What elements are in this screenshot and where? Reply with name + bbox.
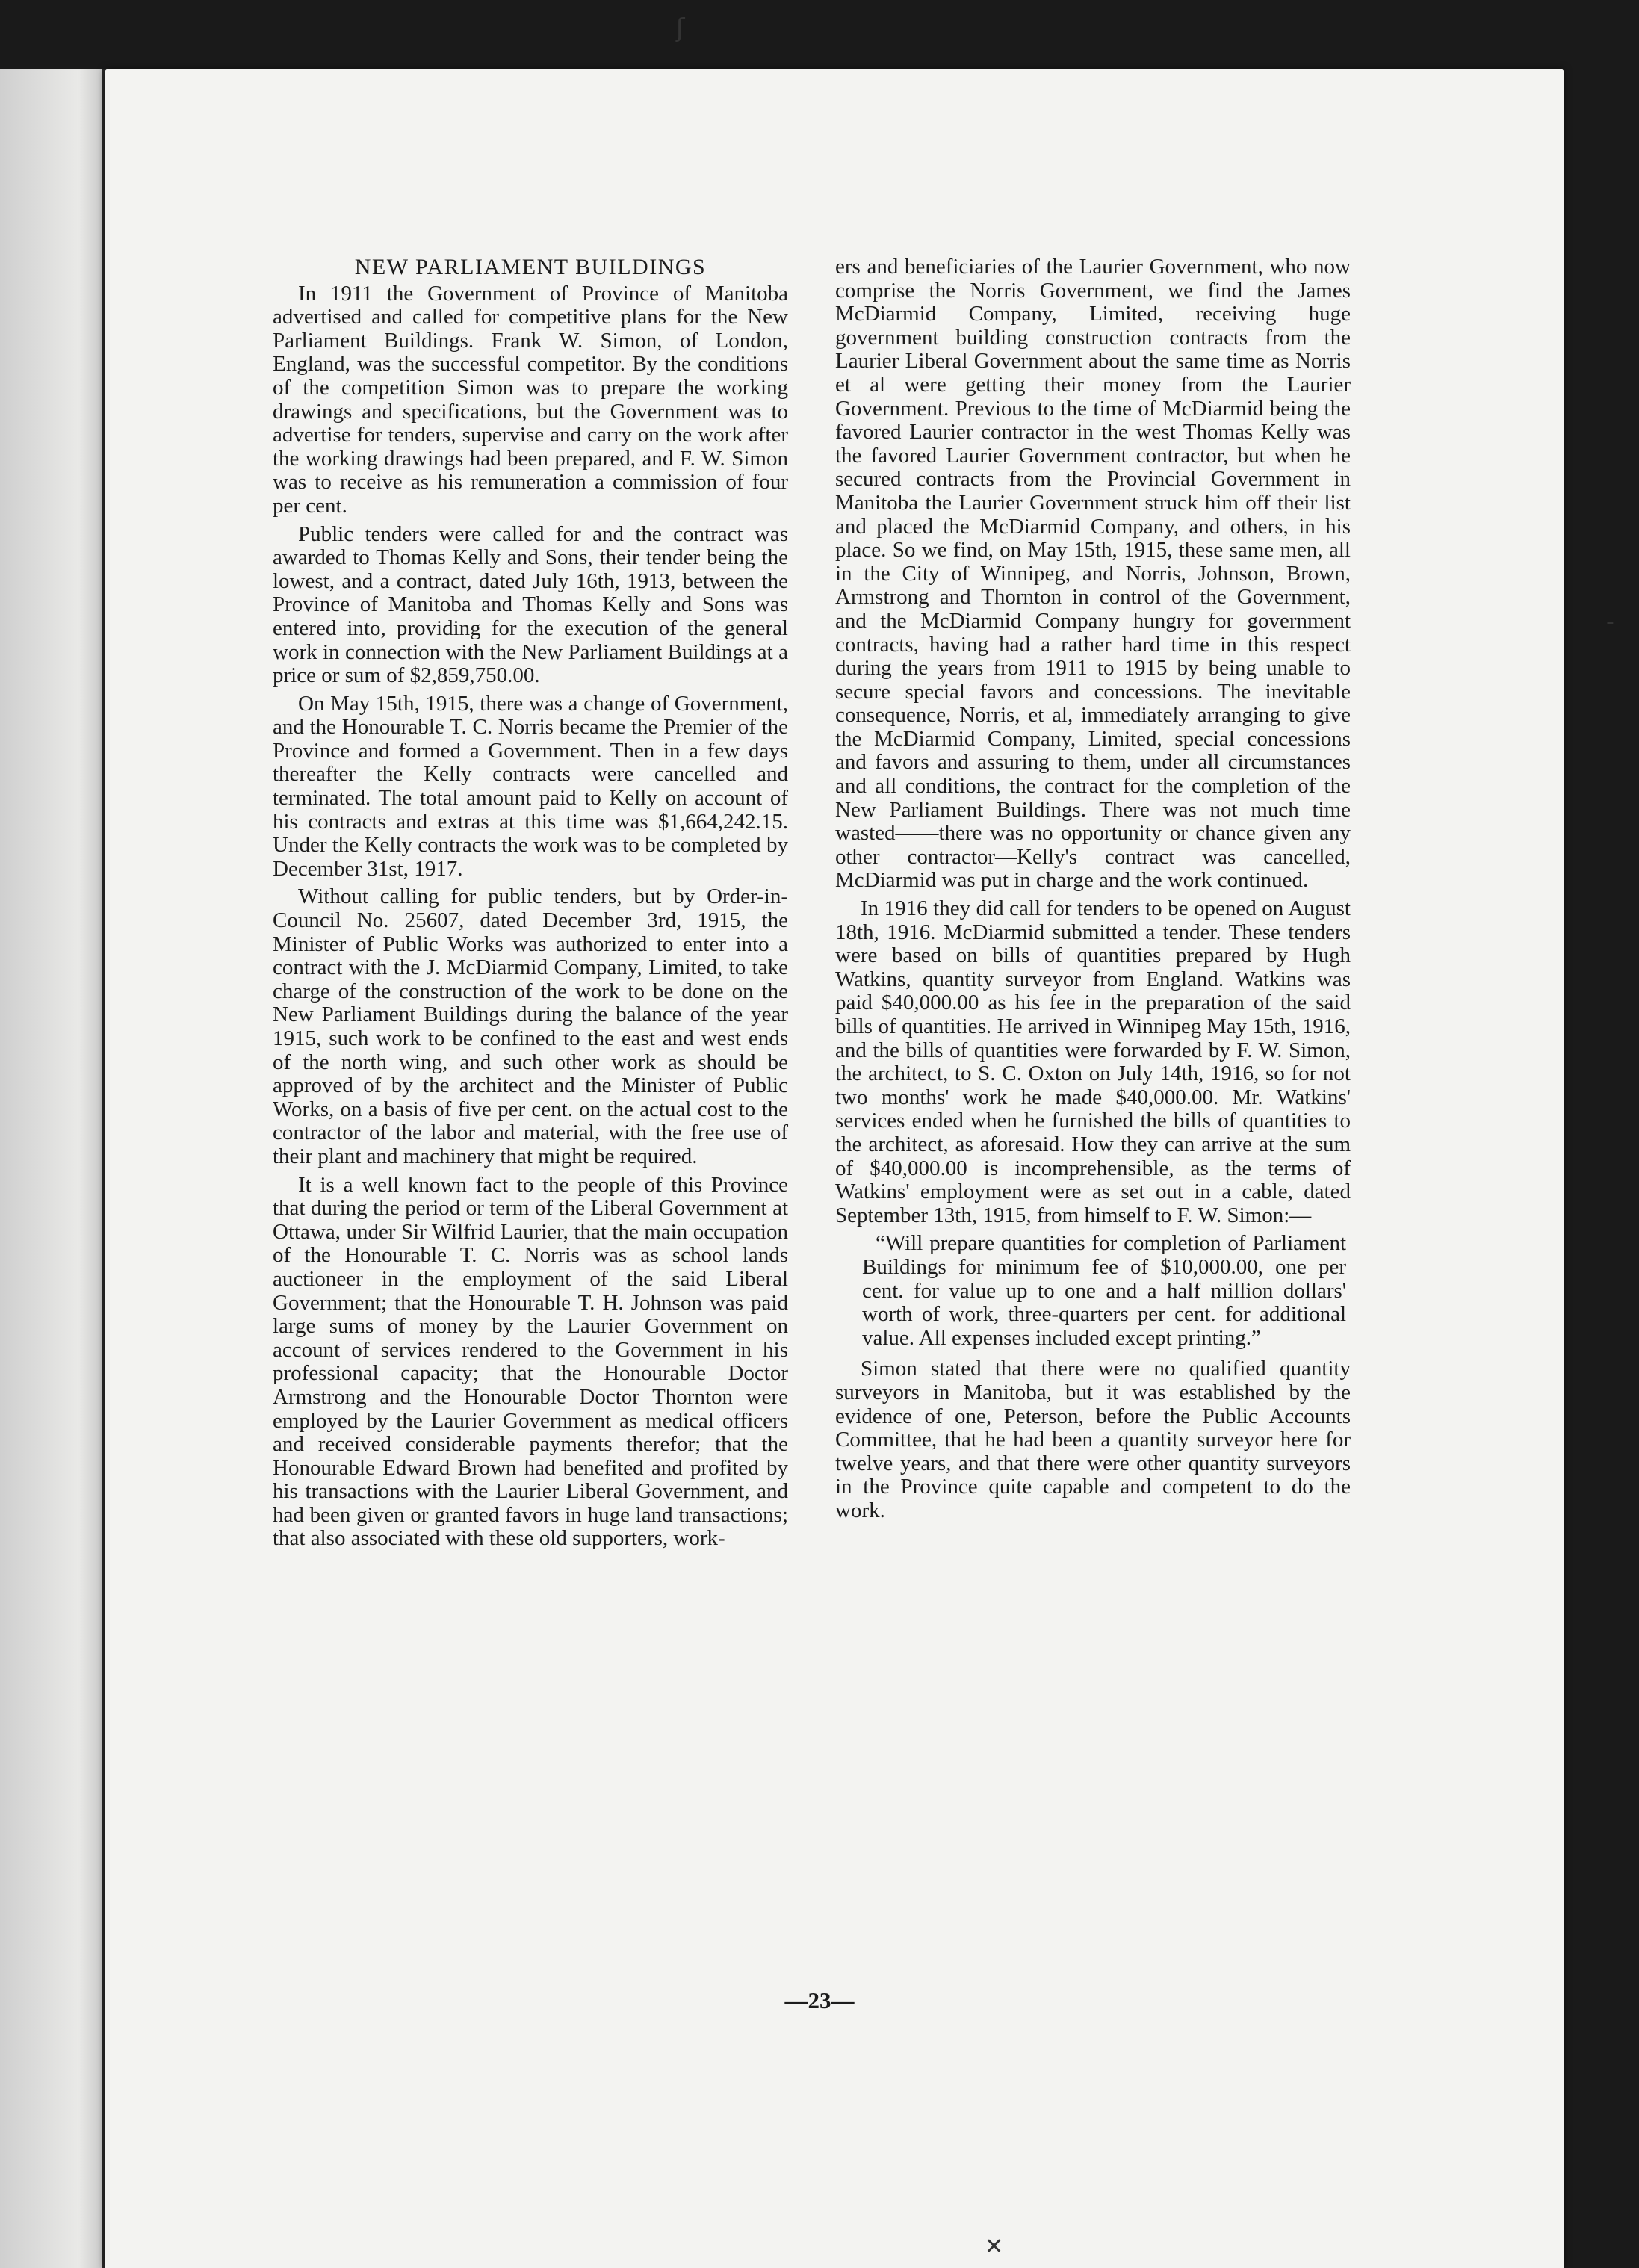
paragraph: Without calling for public tenders, but by Order-in-Council No. 25607, dated December 3rd, 1915, the Minister of Public Works was authorized to enter into a contract with the J. McDiarmid Company, Limited, to take charge of the construction of the work to be done on the New Parliament Buildings during the balance of the year 1915, such work to be confined to the east and west ends of the north wing, and such other work as should be approved of by the architect and the Minister of Public Works, on a basis of five per cent. on the actual cost to the contractor of the labor and material, with the free use of their plant and machinery that might be required. (273, 884, 788, 1168)
scan-artifact-mark: ʃ (676, 13, 685, 43)
previous-page-edge (0, 69, 112, 2268)
quote-text: “Will prepare quantities for completion of Parliament Buildings for minimum fee of $10,000.00, one per cent. for value up to one and a half million dollars' worth of work, three-quarters per cent. for additional value. All expenses included except printing.” (862, 1231, 1346, 1350)
page-number: —23— (784, 1987, 855, 2013)
paragraph: It is a well known fact to the people of this Province that during the period or term of the Liberal Government at Ottawa, under Sir Wilfrid Laurier, that the main occupation of the Honourable T. C. Norris was as school lands auctioneer in the employment of the said Liberal Government; that the Honourable T. H. Johnson was paid large sums of money by the Laurier Government on account of services rendered to the Government in his professional capacity; that the Honourable Doctor Armstrong and the Honourable Doctor Thornton were employed by the Laurier Government as medical officers and received considerable payments therefor; that the Honourable Edward Brown had benefited and profited by his transactions with the Laurier Liberal Government, and had been given or granted favors in huge land transactions; that also associated with these old supporters, work- (273, 1172, 788, 1551)
paragraph: Simon stated that there were no qualified quantity surveyors in Manitoba, but it was established by the evidence of one, Peterson, before the Public Accounts Committee, that he had been a quantity surveyor here for twelve years, and that there were other quantity surveyors in the Province quite capable and competent to do the work. (835, 1357, 1351, 1522)
article-heading: NEW PARLIAMENT BUILDINGS (354, 255, 707, 279)
scan-artifact-mark: - (1606, 609, 1614, 635)
right-column (835, 255, 1351, 1527)
scan-artifact-mark: ✕ (985, 2234, 1004, 2260)
paragraph: On May 15th, 1915, there was a change of Government, and the Honourable T. C. Norris became the Premier of the Province and formed a Government. Then in a few days thereafter the Kelly contracts were cancelled and terminated. The total amount paid to Kelly on account of his contracts and extras at this time was $1,664,242.15. Under the Kelly contracts the work was to be completed by December 31st, 1917. (273, 691, 788, 881)
block-quote (835, 1232, 1351, 1350)
continued-paragraph: ers and beneficiaries of the Laurier Government, who now comprise the Norris Government, we find the James McDiarmid Company, Limited, receiving huge government building construction contracts from the Laurier Liberal Government about the same time as Norris et al were getting their money from the Laurier Government. Previous to the time of McDiarmid being the favored Laurier contractor in the west Thomas Kelly was the favored Laurier Government contractor, but when he secured contracts from the Provincial Government in Manitoba the Laurier Government struck him off their list and placed the McDiarmid Company, and others, in his place. So we find, on May 15th, 1915, these same men, all in the City of Winnipeg, and Norris, Johnson, Brown, Armstrong and Thornton in control of the Government, and the McDiarmid Company hungry for government contracts, having had a rather hard time in this respect during the years from 1911 to 1915 by being unable to secure special favors and concessions. The inevitable consequence, Norris, et al, immediately arranging to give the McDiarmid Company, Limited, special concessions and favors and assuring to them, under all circumstances and all conditions, the contract for the completion of the New Parliament Buildings. There was not much time wasted——there was no opportunity or chance given any other contractor—Kelly's contract was cancelled, McDiarmid was put in charge and the work continued. (835, 255, 1351, 893)
paragraph: In 1911 the Government of Province of Manitoba advertised and called for competitive plans for the New Parliament Buildings. Frank W. Simon, of London, England, was the successful competitor. By the conditions of the competition Simon was to prepare the working drawings and specifications, but the Government was to advertise for tenders, supervise and carry on the work after the working drawings had been prepared, and F. W. Simon was to receive as his remuneration a commission of four per cent. (273, 281, 788, 518)
left-column (273, 255, 788, 1555)
paragraph: Public tenders were called for and the contract was awarded to Thomas Kelly and Sons, their tender being the lowest, and a contract, dated July 16th, 1913, between the Province of Manitoba and Thomas Kelly and Sons was entered into, providing for the execution of the general work in connection with the New Parliament Buildings at a price or sum of $2,859,750.00. (273, 521, 788, 688)
paragraph: In 1916 they did call for tenders to be opened on August 18th, 1916. McDiarmid submitted a tender. These tenders were based on bills of quantities prepared by Hugh Watkins, quantity surveyor from England. Watkins was paid $40,000.00 as his fee in the preparation of the said bills of quantities. He arrived in Winnipeg May 15th, 1916, and the bills of quantities were forwarded by F. W. Simon, the architect, to S. C. Oxton on July 14th, 1916, so for not two months' work he made $40,000.00. Mr. Watkins' services ended when he furnished the bills of quantities to the architect, as aforesaid. How they can arrive at the sum of $40,000.00 is incomprehensible, as the terms of Watkins' employment were as set out in a cable, dated September 13th, 1915, from himself to F. W. Simon:— (835, 896, 1351, 1227)
